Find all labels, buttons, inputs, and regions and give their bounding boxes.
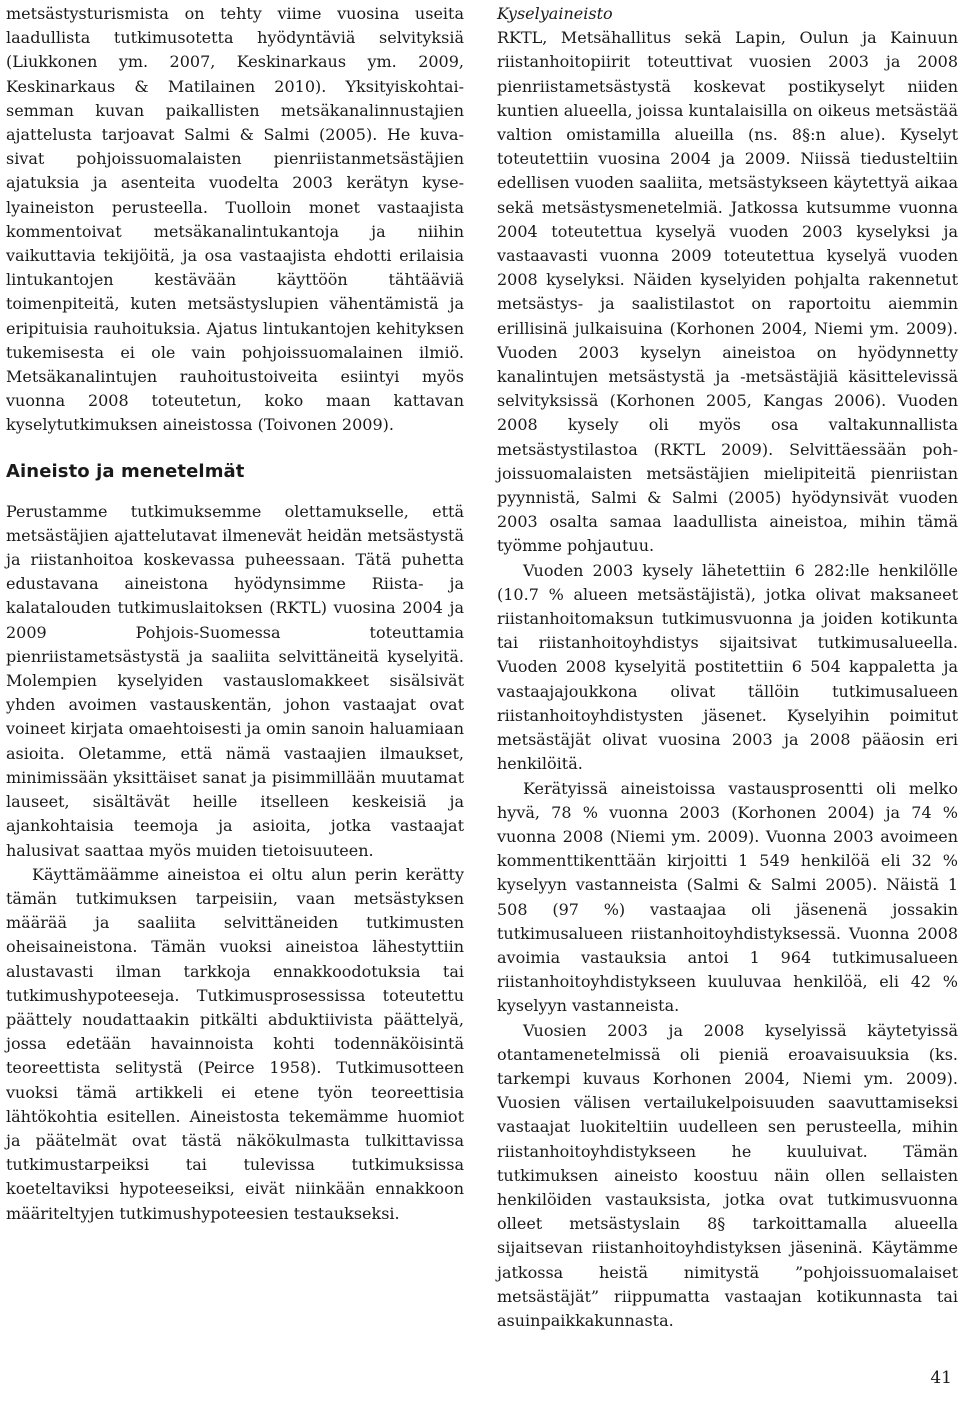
subheading-survey-data: Kyselyaineisto <box>497 4 613 23</box>
left-column <box>6 2 464 1226</box>
page-number: 41 <box>930 1368 952 1388</box>
right-column <box>497 2 958 1333</box>
paragraph-survey-1: RKTL, Metsähallitus sekä Lapin, Oulun ja Kainuun riistanhoitopiirit toteuttivat vuosien 2003 ja 2008 pienriistametsästystä koskevat postikyselyt niiden kuntien alueella, joissa kuntalaisilla on oikeus metsästää valtion omistamilla alueilla (ns. 8§:n alue). Kyselyt toteutettiin vuosina 2004 ja 2009. Niissä tiedusteltiin edellisen vuoden saaliita, metsästykseen käytettyä aikaa sekä metsästysmenetelmiä. Jatkossa kutsumme vuonna 2004 toteutettua kyselyä vuoden 2003 kyselyksi ja vastaavasti vuonna 2009 toteutettua kyselyä vuoden 2008 kyselyksi. Näiden kyselyiden pohjalta rakennetut metsästys- ja saalistilastot on raportoitu aiemmin erillisinä julkaisuina (Korhonen 2004, Niemi ym. 2009). Vuoden 2003 kyselyn aineistoa on hyödynnetty kanalintujen metsästystä ja -metsästäjiä käsittelevissä selvityksissä (Korhonen 2005, Kangas 2006). Vuoden 2008 kysely oli myös osa valtakunnallista metsästystilastoa (RKTL 2009). Selvittäessään pohjoissuomalaisten metsästäjien mielipiteitä pienriistan pyynnistä, Salmi & Salmi (2005) hyödynsivät vuoden 2003 osalta samaa laadullista aineistoa, mihin tämä työmme pohjautuu. <box>497 28 958 556</box>
paragraph-intro-continued: metsästysturismista on tehty viime vuosina useita laadullista tutkimusotetta hyödyntäviä selvityksiä (Liukkonen ym. 2007, Keskinarkaus ym. 2009, Keskinarkaus & Matilainen 2010). Yksityiskohtaisemman kuvan paikallisten metsäkanalinnustajien ajattelusta tarjoavat Salmi & Salmi (2005). He kuvasivat pohjoissuomalaisten pienriistanmetsästäjien ajatuksia ja asenteita vuodelta 2003 kerätyn kyselyaineiston perusteella. Tuolloin monet vastaajista kommentoivat metsäkanalintukantoja ja niihin vaikuttavia tekijöitä, ja osa vastaajista ehdotti erilaisia lintukantojen kestävään käyttöön tähtääviä toimenpiteitä, kuten metsästyslupien vähentämistä ja eripituisia rauhoituksia. Ajatus lintukantojen kehityksen tukemisesta ei ole vain pohjoissuomalainen ilmiö. Metsäkanalintujen rauhoitustoiveita esiintyi myös vuonna 2008 toteutetun, koko maan kattavan kyselytutkimuksen aineistossa (Toivonen 2009). <box>6 4 464 435</box>
paragraph-survey-4: Vuosien 2003 ja 2008 kyselyissä käytetyissä otantamenetelmissä oli pieniä eroavaisuuksia (ks. tarkempi kuvaus Korhonen 2004, Niemi ym. 2009). Vuosien välisen vertailukelpoisuuden saavuttamiseksi vastaajat luokiteltiin uudelleen sen perusteella, mihin riistanhoitoyhdistykseen he kuuluivat. Tämän tutkimuksen aineisto koostuu näin ollen sellaisten henkilöiden vastauksista, jotka ovat tutkimusvuonna olleet metsästyslain 8§ tarkoittamalla alueella sijaitsevan riistanhoitoyhdistyksen jäseninä. Käytämme jatkossa heistä nimitystä ”pohjoissuomalaiset metsästäjät” riippumatta vastaajan kotikunnasta tai asuinpaikkakunnasta. <box>497 1020 958 1330</box>
paragraph-methods-1: Perustamme tutkimuksemme olettamukselle, että metsästäjien ajattelutavat ilmenevät heidän metsästystä ja riistanhoitoa koskevassa puheessaan. Tätä puhetta edustavana aineistona hyödynsimme Riista- ja kalatalouden tutkimuslaitoksen (RKTL) vuosina 2004 ja 2009 Pohjois-Suomessa toteuttamia pienriistametsästystä ja saaliita selvittäneitä kyselyitä. Molempien kyselyiden vastauslomakkeet sisälsivät yhden avoimen vastauskentän, johon vastaajat ovat voineet kirjata omaehtoisesti ja omin sanoin haluamiaan asioita. Oletamme, että nämä vastaajien ilmaukset, minimissään yksittäiset sanat ja pisimmillään muutamat lauseet, sisältävät heille itselleen keskeisiä ja ajankohtaisia teemoja ja asioita, jotka vastaajat halusivat saattaa myös muiden tietoisuuteen. <box>6 501 464 860</box>
section-heading-materials-methods: Aineisto ja menetelmät <box>6 460 245 482</box>
paragraph-methods-2: Käyttämäämme aineistoa ei oltu alun perin kerätty tämän tutkimuksen tarpeisiin, vaan metsästyksen määrää ja saaliita selvittäneiden tutkimusten oheisaineistona. Tämän vuoksi aineistoa lähestyttiin alustavasti ilman tarkkoja ennakkoodotuksia tai tutkimushypoteeseja. Tutkimusprosessissa toteutettu päättely noudattaakin pitkälti abduktiivista päättelyä, jossa edetään havainnoista kohti todennäköisintä teoreettista selitystä (Peirce 1958). Tutkimusotteen vuoksi tämä artikkeli ei etene työn teoreettisia lähtökohtia esitellen. Aineistosta tekemämme huomiot ja päätelmät ovat tästä näkökulmasta tulkittavissa tutkimustarpeiksi tai tulevissa tutkimuksissa koeteltaviksi hypoteeseiksi, eivät niinkään ennakkoon määriteltyjen tutkimushypoteesien testaukseksi. <box>6 864 464 1223</box>
paragraph-survey-2: Vuoden 2003 kysely lähetettiin 6 282:lle henkilölle (10.7 % alueen metsästäjistä), jotka olivat maksaneet riistanhoitomaksun tutkimusvuonna ja joiden kotikunta tai riistanhoitoyhdistys sijaitsivat tutkimusalueella. Vuoden 2008 kyselyitä postitettiin 6 504 kappaletta ja vastaajajoukkona olivat tällöin tutkimusalueen riistanhoitoyhdistysten jäsenet. Kyselyihin poimitut metsästäjät olivat vuosina 2003 ja 2008 pääosin eri henkilöitä. <box>497 560 958 774</box>
paragraph-survey-3: Kerätyissä aineistoissa vastausprosentti oli melko hyvä, 78 % vuonna 2003 (Korhonen 2004) ja 74 % vuonna 2008 (Niemi ym. 2009). Vuonna 2003 avoimeen kommenttikenttään kirjoitti 1 549 henkilöä eli 32 % kyselyyn vastanneista (Salmi & Salmi 2005). Näistä 1 508 (97 %) vastaajaa oli jäsenenä jossakin tutkimusalueen riistanhoitoyhdistyksessä. Vuonna 2008 avoimia vastauksia antoi 1 964 tutkimusalueen riistanhoitoyhdistykseen kuuluvaa henkilöä, eli 42 % kyselyyn vastanneista. <box>497 778 958 1016</box>
